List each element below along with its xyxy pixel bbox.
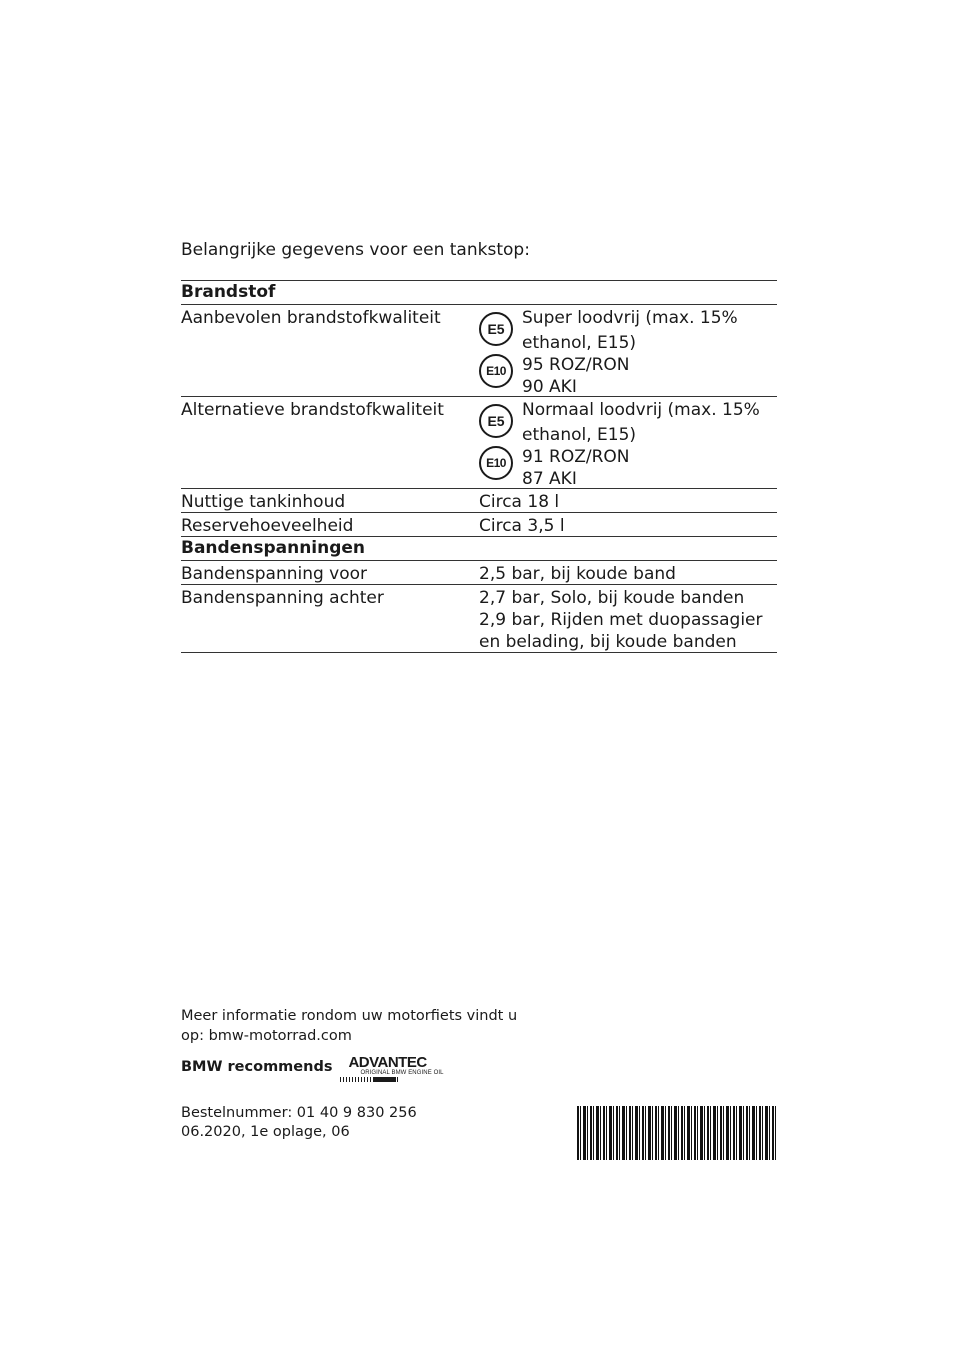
advantec-bar-icon bbox=[374, 1077, 396, 1082]
spec-row-recommended-fuel bbox=[181, 304, 777, 396]
spec-value-line: ethanol, E15) bbox=[522, 425, 637, 445]
spec-value-line: 2,9 bar, Rijden met duopassagier bbox=[479, 610, 763, 630]
spec-label: Aanbevolen brandstofkwaliteit bbox=[181, 308, 441, 328]
recommends-text: BMW recommends bbox=[181, 1059, 333, 1075]
spec-value-line: Super loodvrij (max. 15% bbox=[522, 308, 738, 328]
advantec-logo bbox=[340, 1056, 450, 1084]
spec-value-line: ethanol, E15) bbox=[522, 333, 637, 353]
section-header-fuel: Brandstof bbox=[181, 280, 777, 304]
spec-value bbox=[479, 587, 763, 653]
spec-row-tank-capacity bbox=[181, 488, 777, 512]
fuel-badges bbox=[479, 404, 519, 488]
order-number: Bestelnummer: 01 40 9 830 256 bbox=[181, 1105, 417, 1121]
refuel-spec-table bbox=[181, 280, 777, 653]
more-info-text: Meer informatie rondom uw motorfiets vindt u op: bmw-motorrad.com bbox=[181, 1008, 518, 1044]
spec-value: Circa 3,5 l bbox=[479, 516, 565, 536]
spec-value-line: 90 AKI bbox=[522, 377, 577, 397]
spec-row-front-tire bbox=[181, 560, 777, 584]
spec-label: Bandenspanning voor bbox=[181, 564, 368, 584]
advantec-brand: ADVANTEC bbox=[348, 1054, 427, 1071]
spec-value-line: 87 AKI bbox=[522, 469, 577, 489]
spec-value-line: 2,7 bar, Solo, bij koude banden bbox=[479, 588, 745, 608]
advantec-subtitle: ORIGINAL BMW ENGINE OIL bbox=[360, 1070, 444, 1076]
spec-value-line: Normaal loodvrij (max. 15% bbox=[522, 400, 760, 420]
intro-text: Belangrijke gegevens voor een tankstop: bbox=[181, 240, 530, 260]
spec-row-rear-tire bbox=[181, 584, 777, 653]
edition-info: 06.2020, 1e oplage, 06 bbox=[181, 1124, 350, 1140]
spec-label: Bandenspanning achter bbox=[181, 588, 384, 608]
spec-value-line: en belading, bij koude banden bbox=[479, 632, 737, 652]
spec-value bbox=[522, 307, 738, 398]
spec-value-line: 95 ROZ/RON bbox=[522, 355, 630, 375]
e5-fuel-icon: E5 bbox=[479, 312, 513, 346]
e10-fuel-icon: E10 bbox=[479, 446, 513, 480]
bmw-recommends bbox=[181, 1056, 450, 1084]
spec-value: Circa 18 l bbox=[479, 492, 560, 512]
e5-fuel-icon: E5 bbox=[479, 404, 513, 438]
order-info bbox=[181, 1104, 417, 1142]
e10-fuel-icon: E10 bbox=[479, 354, 513, 388]
spec-label: Reservehoeveelheid bbox=[181, 516, 354, 536]
barcode-icon bbox=[577, 1106, 777, 1160]
fuel-badges bbox=[479, 312, 519, 396]
spec-value: 2,5 bar, bij koude band bbox=[479, 564, 676, 584]
spec-row-reserve bbox=[181, 512, 777, 536]
spec-label: Alternatieve brandstofkwaliteit bbox=[181, 400, 444, 420]
spec-value-line: 91 ROZ/RON bbox=[522, 447, 630, 467]
section-header-tires: Bandenspanningen bbox=[181, 536, 777, 560]
spec-label: Nuttige tankinhoud bbox=[181, 492, 346, 512]
spec-value bbox=[522, 399, 760, 490]
spec-row-alternative-fuel bbox=[181, 396, 777, 488]
